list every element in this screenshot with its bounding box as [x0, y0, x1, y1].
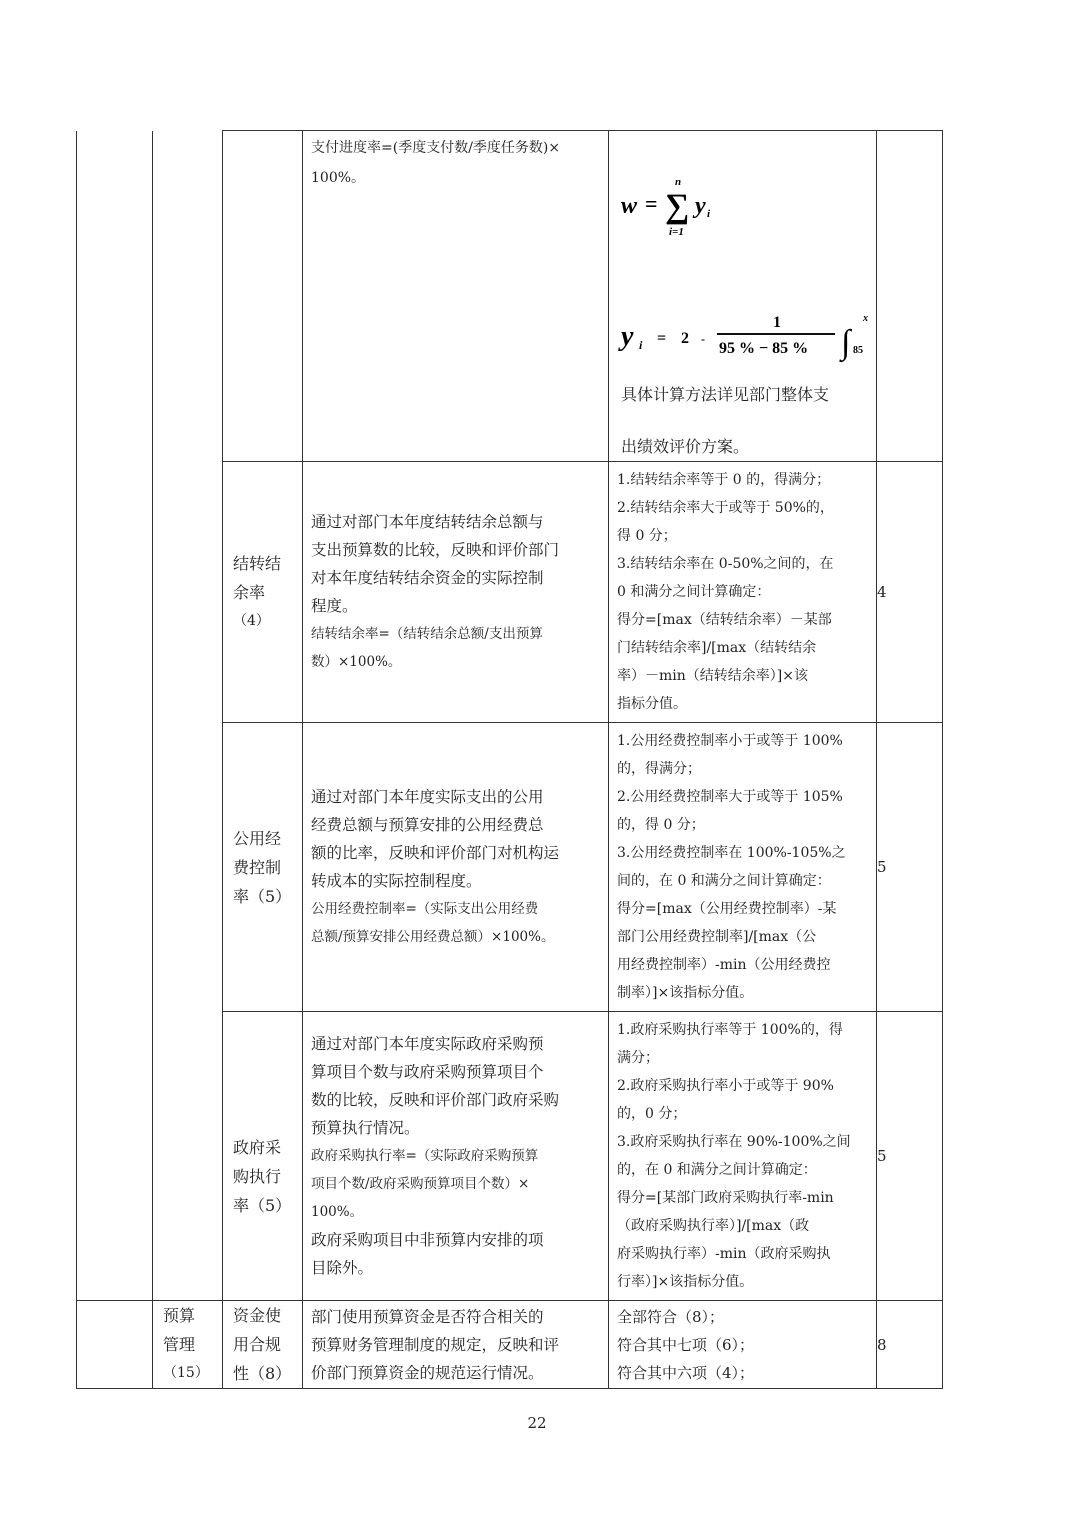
formula-numerator: 1 [773, 314, 781, 331]
score-cell [877, 131, 943, 462]
indicator-desc-cell: 通过对部门本年度实际政府采购预 算项目个数与政府采购预算项目个 数的比较，反映和评价部门政府采购 预算执行情况。 政府采购执行率=（实际政府采购预算 项目个数/政府采购预算项目个数）× 100%。 政府采购项目中非预算内安排的项 目除外。 [303, 1012, 609, 1301]
formula-w: w [621, 193, 638, 219]
desc-line: 100%。 [311, 170, 366, 186]
formula-sum-bottom: i=1 [669, 226, 684, 238]
formula-yi-sub: i [639, 338, 643, 352]
formula-sub: i [707, 208, 711, 220]
score-cell: 8 [877, 1301, 943, 1389]
indicator-desc-cell [303, 131, 609, 462]
score-cell: 5 [877, 1012, 943, 1301]
criteria-cell [609, 131, 877, 462]
formula-const: 2 [681, 330, 689, 347]
sigma-icon: ∑ [665, 188, 690, 225]
score-cell: 5 [877, 723, 943, 1012]
criteria-cell: 1.公用经费控制率小于或等于 100% 的，得满分； 2.公用经费控制率大于或等于 105% 的，得 0 分； 3.公用经费控制率在 100%-105%之 间的，在 0 和满分之间计算确定： 得分=[max（公用经费控制率）-某 部门公用经费控制率]/[max（公 用经费控制率）-min（公用经费控 制率）]×该指标分值。 [609, 723, 877, 1012]
formula-denominator: 95 % − 85 % [719, 340, 809, 357]
indicator-name-cell [223, 131, 303, 462]
sum-formula [609, 131, 877, 381]
indicator-name-cell: 公用经 费控制 率（5） [223, 723, 303, 1012]
desc-line: 支付进度率=(季度支付数/季度任务数)× [311, 140, 561, 156]
formula-int-top: x [863, 313, 868, 324]
indicator-desc-cell: 通过对部门本年度结转结余总额与 支出预算数的比较，反映和评价部门 对本年度结转结余资金的实际控制 程度。 结转结余率=（结转结余总额/支出预算 数）×100%。 [303, 462, 609, 723]
indicator-desc-cell: 通过对部门本年度实际支出的公用 经费总额与预算安排的公用经费总 额的比率，反映和评价部门对机构运 转成本的实际控制程度。 公用经费控制率=（实际支出公用经费 总额/预算安排公用经费总额）×100%。 [303, 723, 609, 1012]
formula-minus: - [701, 332, 705, 346]
indicator-name-cell: 资金使 用合规 性（8） [223, 1301, 303, 1389]
table-row [77, 1301, 943, 1389]
category-cell [77, 131, 153, 1301]
crit-line: 具体计算方法详见部门整体支 [621, 385, 830, 404]
group-cell: 预算 管理 （15） [153, 1301, 223, 1389]
indicator-name-cell: 政府采 购执行 率（5） [223, 1012, 303, 1301]
formula-equals-2: = [657, 330, 667, 347]
formula-sum-top: n [675, 176, 682, 188]
page-number: 22 [527, 1414, 547, 1432]
subcategory-cell [153, 131, 223, 1301]
criteria-cell: 全部符合（8）； 符合其中七项（6）； 符合其中六项（4）； [609, 1301, 877, 1389]
category-cell [77, 1301, 153, 1389]
formula-equals: = [645, 191, 658, 216]
criteria-cell: 1.结转结余率等于 0 的，得满分； 2.结转结余率大于或等于 50%的， 得 0 分； 3.结转结余率在 0-50%之间的，在 0 和满分之间计算确定： 得分=[max（结转结余率）－某部 门结转结余率]/[max（结转结余 率）－min（结转结余率）]×该 指标分值。 [609, 462, 877, 723]
score-cell: 4 [877, 462, 943, 723]
table-row [77, 131, 943, 462]
formula-int-bottom: 85 [853, 345, 863, 356]
evaluation-table [76, 130, 943, 1389]
crit-line: 出绩效评价方案。 [621, 437, 750, 456]
indicator-desc-cell: 部门使用预算资金是否符合相关的 预算财务管理制度的规定，反映和评 价部门预算资金的规范运行情况。 [303, 1301, 609, 1389]
criteria-cell: 1.政府采购执行率等于 100%的，得 满分； 2.政府采购执行率小于或等于 90% 的，0 分； 3.政府采购执行率在 90%-100%之间 的，在 0 和满分之间计算确定： 得分=[某部门政府采购执行率-min （政府采购执行率）]/[max（政 府采购执行率）-min（政府采购执 行率）]×该指标分值。 [609, 1012, 877, 1301]
indicator-name-cell: 结转结 余率 （4） [223, 462, 303, 723]
formula-y: y [695, 193, 706, 219]
formula-yi: y [621, 321, 634, 352]
integral-icon: ∫ [841, 324, 851, 361]
